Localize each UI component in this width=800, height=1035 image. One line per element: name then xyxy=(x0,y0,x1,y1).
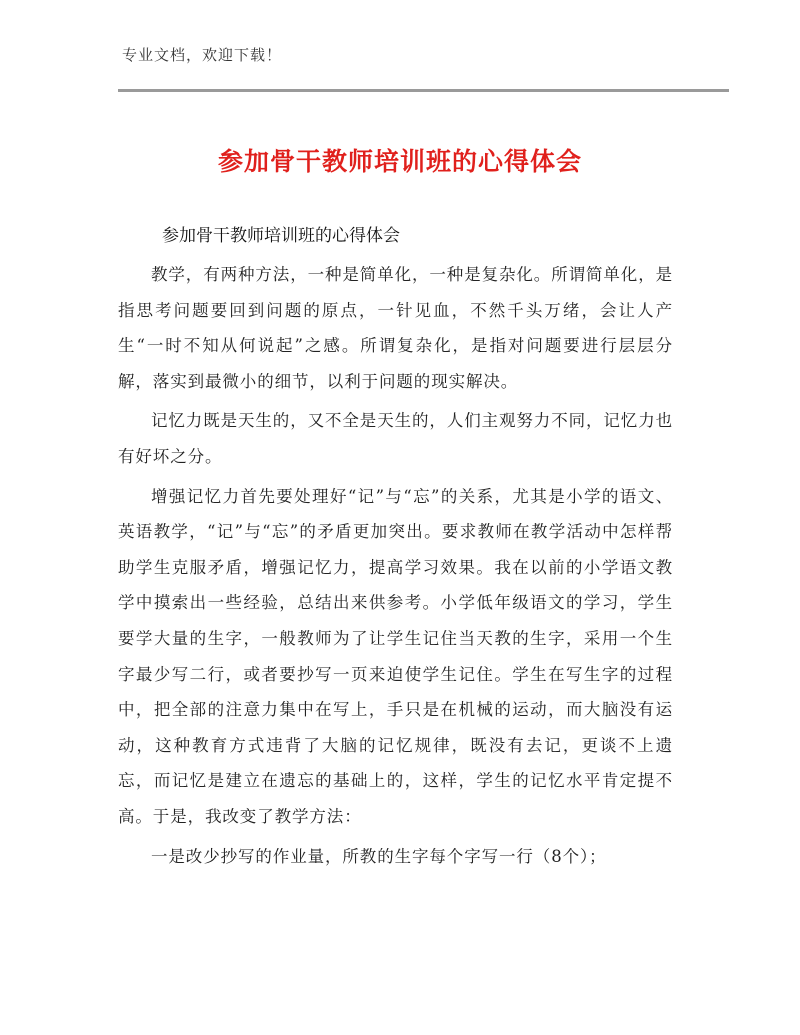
document-body xyxy=(118,257,673,878)
document-subtitle: 参加骨干教师培训班的心得体会 xyxy=(162,226,400,246)
paragraph-memory: 记忆力既是天生的，又不全是天生的，人们主观努力不同，记忆力也有好坏之分。 xyxy=(118,411,673,466)
paragraph-method: 增强记忆力首先要处理好“记”与“忘”的关系，尤其是小学的语文、英语教学，“记”与“忘”的矛盾更加突出。要求教师在教学活动中怎样帮助学生克服矛盾，增强记忆力，提高学习效果。我在以前的小学语文教学中摸索出一些经验，总结出来供参考。小学低年级语文的学习，学生要学大量的生字，一般教师为了让学生记住当天教的生字，采用一个生字最少写二行，或者要抄写一页来迫使学生记住。学生在写生字的过程中，把全部的注意力集中在写上，手只是在机械的运动，而大脑没有运动，这种教育方式违背了大脑的记忆规律，既没有去记，更谈不上遗忘，而记忆是建立在遗忘的基础上的，这样，学生的记忆水平肯定提不高。于是，我改变了教学方法： xyxy=(118,486,673,826)
header-divider xyxy=(118,89,729,92)
header-note: 专业文档，欢迎下载！ xyxy=(122,46,283,64)
paragraph-intro: 教学，有两种方法，一种是简单化，一种是复杂化。所谓简单化，是指思考问题要回到问题的原点，一针见血，不然千头万绪，会让人产生“一时不知从何说起”之感。所谓复杂化，是指对问题要进行层层分解，落实到最微小的细节，以利于问题的现实解决。 xyxy=(118,265,673,391)
paragraph-first-step: 一是改少抄写的作业量，所教的生字每个字写一行（8个）； xyxy=(151,846,607,866)
document-title: 参加骨干教师培训班的心得体会 xyxy=(217,147,582,176)
